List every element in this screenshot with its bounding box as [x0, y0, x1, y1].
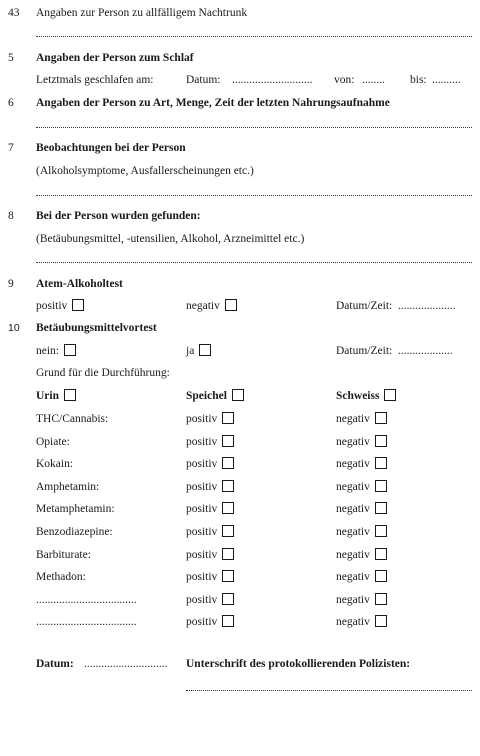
section-title: Beobachtungen bei der Person [36, 142, 186, 154]
substance-negative-option [336, 570, 387, 584]
sleep-date-label: Datum: [186, 74, 221, 86]
substance-positive-checkbox[interactable] [222, 525, 234, 537]
substance-label: Barbiturate: [36, 548, 91, 561]
last-slept-label: Letztmals geschlafen am: [36, 74, 154, 86]
substance-negative-option [336, 480, 387, 494]
substance-positive-option [186, 570, 234, 584]
section-number: 5 [8, 52, 14, 64]
substance-positive-option [186, 412, 234, 426]
section-title: Angaben der Person zu Art, Menge, Zeit der letzten Nahrungsaufnahme [36, 97, 390, 109]
substance-label: Metamphetamin: [36, 503, 115, 516]
substance-negative-checkbox[interactable] [375, 502, 387, 514]
sleep-to-label: bis: [410, 74, 427, 86]
footer-date-label: Datum: [36, 658, 74, 670]
positive-label: positiv [186, 593, 218, 606]
substance-label: Kokain: [36, 458, 74, 471]
positive-label: positiv [186, 480, 218, 493]
section-hint: (Betäubungsmittel, -utensilien, Alkohol, Arzneimittel etc.) [36, 233, 305, 245]
substance-positive-option [186, 615, 234, 629]
urine-label: Urin [36, 390, 59, 402]
substance-negative-checkbox[interactable] [375, 457, 387, 469]
substance-label: ................................... [36, 616, 137, 629]
substance-negative-option [336, 412, 387, 426]
positive-label: positiv [186, 571, 218, 584]
substance-label: Benzodiazepine: [36, 526, 113, 538]
breath-negative-option [186, 299, 237, 313]
sleep-date-field[interactable]: ............................ [232, 74, 313, 86]
positive-label: positiv [186, 413, 218, 425]
negative-label: negativ [336, 548, 370, 561]
sweat-option [336, 389, 396, 403]
footer-date-field[interactable]: ............................. [84, 658, 168, 670]
drug-test-no-checkbox[interactable] [64, 344, 76, 356]
substance-label: Amphetamin: [36, 480, 100, 493]
breath-positive-checkbox[interactable] [72, 299, 84, 311]
saliva-label: Speichel [186, 390, 227, 402]
substance-positive-checkbox[interactable] [222, 570, 234, 582]
negative-label: negativ [336, 503, 370, 516]
substance-negative-checkbox[interactable] [375, 548, 387, 560]
substance-positive-checkbox[interactable] [222, 457, 234, 469]
drug-test-yes-label: ja [186, 345, 195, 357]
substance-positive-option [186, 502, 234, 516]
urine-option [36, 389, 76, 403]
drug-test-no-option [36, 344, 76, 358]
substance-negative-option [336, 435, 387, 449]
negative-label: negativ [336, 480, 370, 493]
section-number: 8 [8, 210, 14, 222]
observations-line[interactable] [36, 195, 472, 196]
substance-negative-option [336, 615, 387, 629]
positive-label: positiv [186, 458, 218, 471]
negative-label: negativ [336, 616, 370, 629]
section-title: Atem-Alkoholtest [36, 278, 123, 290]
signature-line[interactable] [186, 690, 472, 691]
food-intake-line[interactable] [36, 127, 472, 128]
section-number: 6 [8, 97, 14, 109]
section-title: Angaben der Person zum Schlaf [36, 52, 194, 64]
section-title: Angaben zur Person zu allfälligem Nachtrunk [36, 7, 248, 19]
substance-negative-checkbox[interactable] [375, 593, 387, 605]
substance-negative-checkbox[interactable] [375, 525, 387, 537]
positive-label: positiv [186, 503, 218, 516]
saliva-checkbox[interactable] [232, 389, 244, 401]
substance-positive-checkbox[interactable] [222, 593, 234, 605]
section-number: 10 [8, 322, 20, 334]
negative-label: negativ [336, 413, 370, 425]
sleep-to-field[interactable]: .......... [432, 74, 461, 86]
substance-positive-checkbox[interactable] [222, 548, 234, 560]
drug-test-no-label: nein: [36, 345, 59, 357]
substance-positive-checkbox[interactable] [222, 412, 234, 424]
substance-label: Opiate: [36, 435, 70, 448]
substance-positive-option [186, 435, 234, 449]
found-items-line[interactable] [36, 262, 472, 263]
drug-test-datetime-label: Datum/Zeit: [336, 345, 393, 357]
substance-positive-option [186, 480, 234, 494]
sleep-from-field[interactable]: ........ [362, 74, 385, 86]
substance-negative-checkbox[interactable] [375, 435, 387, 447]
afterdrink-line[interactable] [36, 36, 472, 37]
breath-datetime-field[interactable]: .................... [398, 300, 456, 312]
negative-label: negativ [336, 435, 370, 448]
positive-label: positiv [186, 526, 218, 538]
substance-negative-option [336, 502, 387, 516]
section-number: 7 [8, 142, 14, 154]
positive-label: positiv [186, 548, 218, 561]
substance-negative-checkbox[interactable] [375, 615, 387, 627]
breath-positive-option [36, 299, 84, 313]
sweat-checkbox[interactable] [384, 389, 396, 401]
sweat-label: Schweiss [336, 390, 380, 402]
breath-negative-label: negativ [186, 300, 220, 312]
reason-label: Grund für die Durchführung: [36, 367, 170, 379]
drug-test-datetime-field[interactable]: ................... [398, 345, 453, 357]
substance-positive-checkbox[interactable] [222, 435, 234, 447]
substance-negative-checkbox[interactable] [375, 570, 387, 582]
negative-label: negativ [336, 593, 370, 606]
substance-negative-option [336, 593, 387, 607]
substance-label: THC/Cannabis: [36, 413, 109, 425]
negative-label: negativ [336, 526, 370, 538]
section-number: 9 [8, 278, 14, 290]
substance-positive-option [186, 525, 234, 539]
breath-positive-label: positiv [36, 300, 68, 312]
substance-positive-checkbox[interactable] [222, 615, 234, 627]
sleep-from-label: von: [334, 74, 355, 86]
negative-label: negativ [336, 458, 370, 471]
section-title: Betäubungsmittelvortest [36, 322, 157, 334]
substance-positive-checkbox[interactable] [222, 502, 234, 514]
section-hint: (Alkoholsymptome, Ausfallerscheinungen etc.) [36, 165, 254, 177]
drug-test-yes-checkbox[interactable] [199, 344, 211, 356]
substance-positive-option [186, 593, 234, 607]
substance-positive-option [186, 457, 234, 471]
substance-positive-checkbox[interactable] [222, 480, 234, 492]
breath-datetime-label: Datum/Zeit: [336, 300, 393, 312]
substance-negative-option [336, 525, 387, 539]
positive-label: positiv [186, 435, 218, 448]
negative-label: negativ [336, 571, 370, 584]
signature-label: Unterschrift des protokollierenden Polizisten: [186, 658, 411, 670]
section-title: Bei der Person wurden gefunden: [36, 210, 201, 222]
substance-label: ................................... [36, 593, 137, 606]
breath-negative-checkbox[interactable] [225, 299, 237, 311]
substance-negative-option [336, 457, 387, 471]
section-number: 43 [8, 7, 20, 19]
substance-negative-checkbox[interactable] [375, 412, 387, 424]
saliva-option [186, 389, 244, 403]
substance-label: Methadon: [36, 571, 86, 584]
substance-negative-option [336, 548, 387, 562]
positive-label: positiv [186, 616, 218, 629]
drug-test-yes-option [186, 344, 211, 358]
urine-checkbox[interactable] [64, 389, 76, 401]
substance-positive-option [186, 548, 234, 562]
substance-negative-checkbox[interactable] [375, 480, 387, 492]
